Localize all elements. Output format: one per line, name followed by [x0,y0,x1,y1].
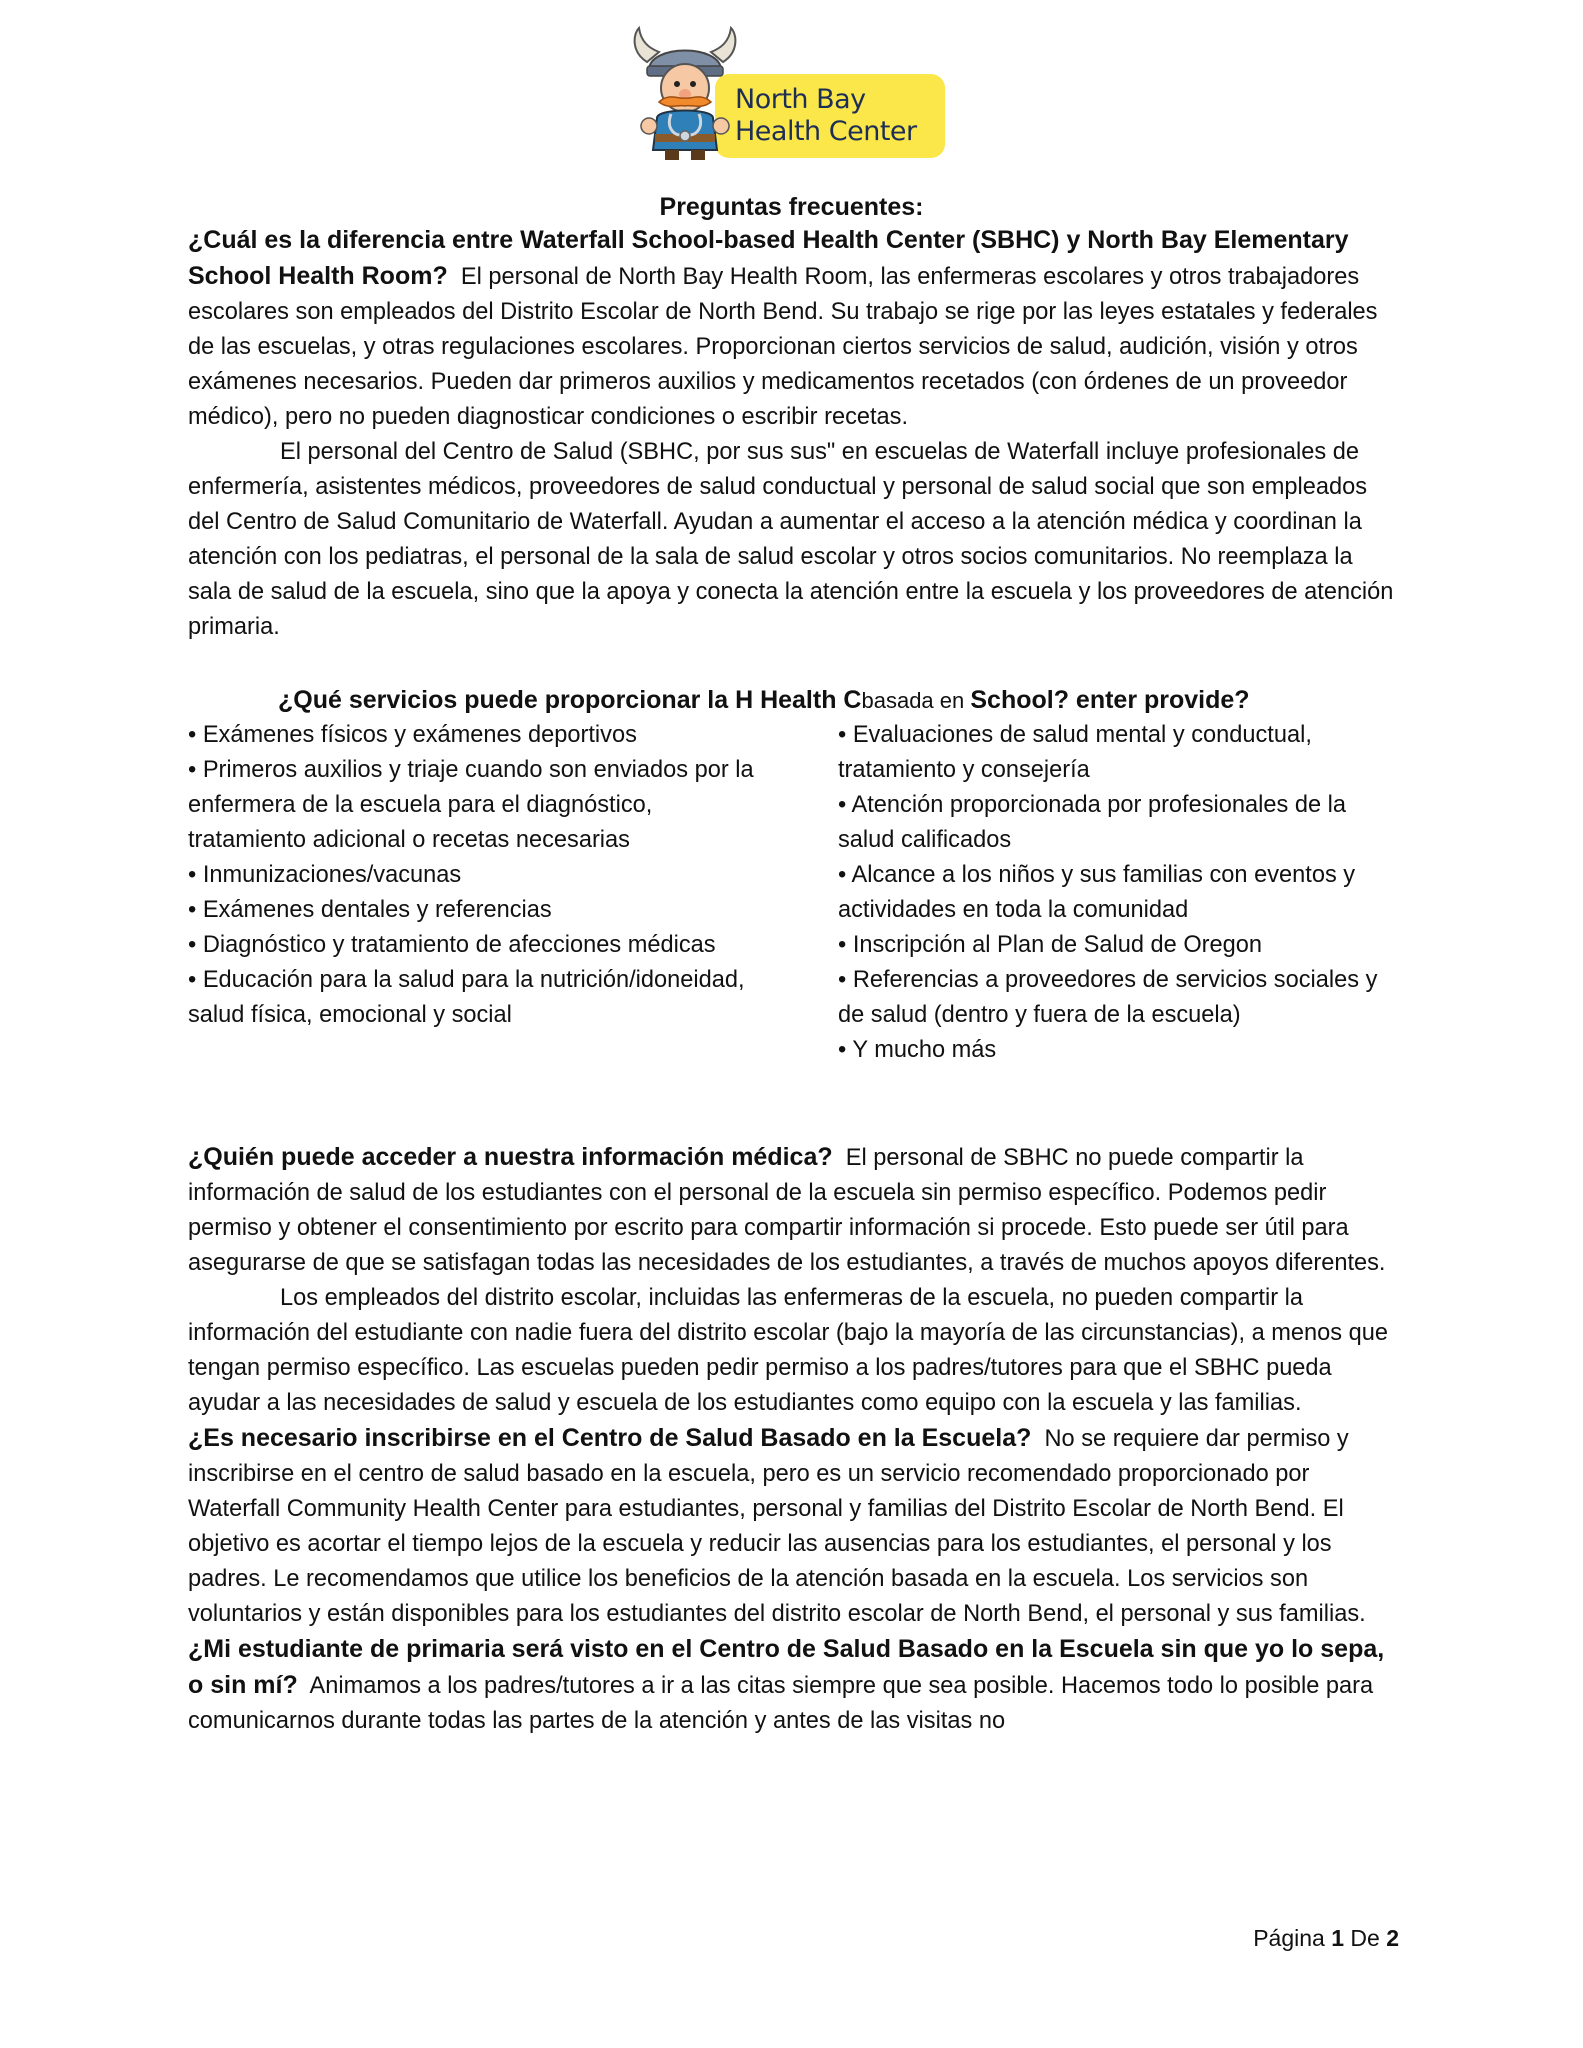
faq-paragraph [188,1632,1396,1739]
list-item: • Alcance a los niños y sus familias con eventos y actividades en toda la comunidad [838,862,1356,923]
faq-question-services [278,684,1250,717]
faq-answer: El personal de SBHC no puede compartir la información de salud de los estudiantes con el personal de la escuela sin permiso específico. Podemos pedir permiso y obtener el consentimiento por escrito para compartir información si procede. Esto puede ser útil para asegurarse de que se satisfagan todas las necesidades de los estudiantes, a través de muchos apoyos diferentes. [188,1145,1386,1276]
viking-mascot-icon [625,22,745,162]
logo-text-line1: North Bay [735,84,866,115]
faq-section-sbhc-difference [188,223,1396,645]
faq-paragraph [188,1421,1396,1632]
faq-question: ¿Cuál es la diferencia entre Waterfall School-based Health Center (SBHC) y North Bay Elementary School Health Room? [188,226,1349,290]
faq-question: ¿Mi estudiante de primaria será visto en el Centro de Salud Basado en la Escuela sin que yo lo sepa, o sin mí? [188,1635,1385,1699]
list-item: • Inmunizaciones/vacunas [188,862,462,888]
list-item: • Referencias a proveedores de servicios sociales y de salud (dentro y fuera de la escuela) [838,967,1378,1028]
faq-paragraph: El personal del Centro de Salud (SBHC, por sus sus" en escuelas de Waterfall incluye profesionales de enfermería, asistentes médicos, proveedores de salud conductual y personal de salud social que son empleados del Centro de Salud Comunitario de Waterfall. Ayudan a aumentar el acceso a la atención médica y coordinan la atención con los pediatras, el personal de la sala de salud escolar y otros socios comunitarios. No reemplaza la sala de salud de la escuela, sino que la apoya y conecta la atención entre la escuela y los proveedores de atención primaria. [188,439,1394,640]
faq-question: ¿Quién puede acceder a nuestra información médica? [188,1143,833,1171]
faq-paragraph [188,223,1396,435]
services-list-right [838,718,1408,1068]
faq-answer: No se requiere dar permiso y inscribirse en el centro de salud basado en la escuela, pero es un servicio recomendado proporcionado por Waterfall Community Health Center para estudiantes, personal y familias del Distrito Escolar de North Bend. El objetivo es acortar el tiempo lejos de la escuela y reducir las ausencias para los estudiantes, el personal y los padres. Le recomendamos que utilice los beneficios de la atención basada en la escuela. Los servicios son voluntarios y están disponibles para los estudiantes del distrito escolar de North Bend, el personal y sus familias. [188,1426,1366,1627]
list-item: • Evaluaciones de salud mental y conductual, tratamiento y consejería [838,722,1312,783]
faq-question: ¿Es necesario inscribirse en el Centro de Salud Basado en la Escuela? [188,1424,1032,1452]
list-item: • Diagnóstico y tratamiento de afecciones médicas [188,932,716,958]
page-number [1253,1925,1399,1952]
page-number-prefix: Página [1253,1925,1332,1951]
faq-answer: Animamos a los padres/tutores a ir a las citas siempre que sea posible. Hacemos todo lo posible para comunicarnos durante todas las partes de la atención y antes de las visitas no [188,1673,1374,1734]
list-item: • Exámenes físicos y exámenes deportivos [188,722,637,748]
services-question-part2: basada en [861,688,971,713]
list-item: • Atención proporcionada por profesionales de la salud calificados [838,792,1347,853]
faq-paragraph [188,1140,1396,1281]
page-number-middle: De [1344,1925,1387,1951]
list-item: • Y mucho más [838,1037,997,1063]
page-number-total: 2 [1386,1925,1399,1951]
faq-title: Preguntas frecuentes: [659,193,924,221]
list-item: • Educación para la salud para la nutrición/idoneidad, salud física, emocional y social [188,967,745,1028]
faq-section-medical-info-access [188,1140,1396,1739]
list-item: • Primeros auxilios y triaje cuando son enviados por la enfermera de la escuela para el diagnóstico, tratamiento adicional o recetas necesarias [188,757,754,853]
faq-answer: El personal de North Bay Health Room, las enfermeras escolares y otros trabajadores escolares son empleados del Distrito Escolar de North Bend. Su trabajo se rige por las leyes estatales y federales de las escuelas, y otras regulaciones escolares. Proporcionan ciertos servicios de salud, audición, visión y otros exámenes necesarios. Pueden dar primeros auxilios y medicamentos recetados (con órdenes de un proveedor médico), pero no pueden diagnosticar condiciones o escribir recetas. [188,264,1378,430]
list-item: • Exámenes dentales y referencias [188,897,552,923]
north-bay-health-center-logo [625,22,947,162]
logo-text-line2: Health Center [735,116,917,147]
list-item: • Inscripción al Plan de Salud de Oregon [838,932,1263,958]
services-question-part1: ¿Qué servicios puede proporcionar la H Health C [278,686,862,714]
services-question-part3: School? enter provide? [970,686,1250,714]
page-number-current: 1 [1331,1925,1345,1951]
services-list-left [188,718,758,1033]
faq-paragraph: Los empleados del distrito escolar, incluidas las enfermeras de la escuela, no pueden compartir la información del estudiante con nadie fuera del distrito escolar (bajo la mayoría de las circunstancias), a menos que tengan permiso específico. Las escuelas pueden pedir permiso a los padres/tutores para que el SBHC pueda ayudar a las necesidades de salud y escuela de los estudiantes como equipo con la escuela y las familias. [188,1285,1388,1416]
